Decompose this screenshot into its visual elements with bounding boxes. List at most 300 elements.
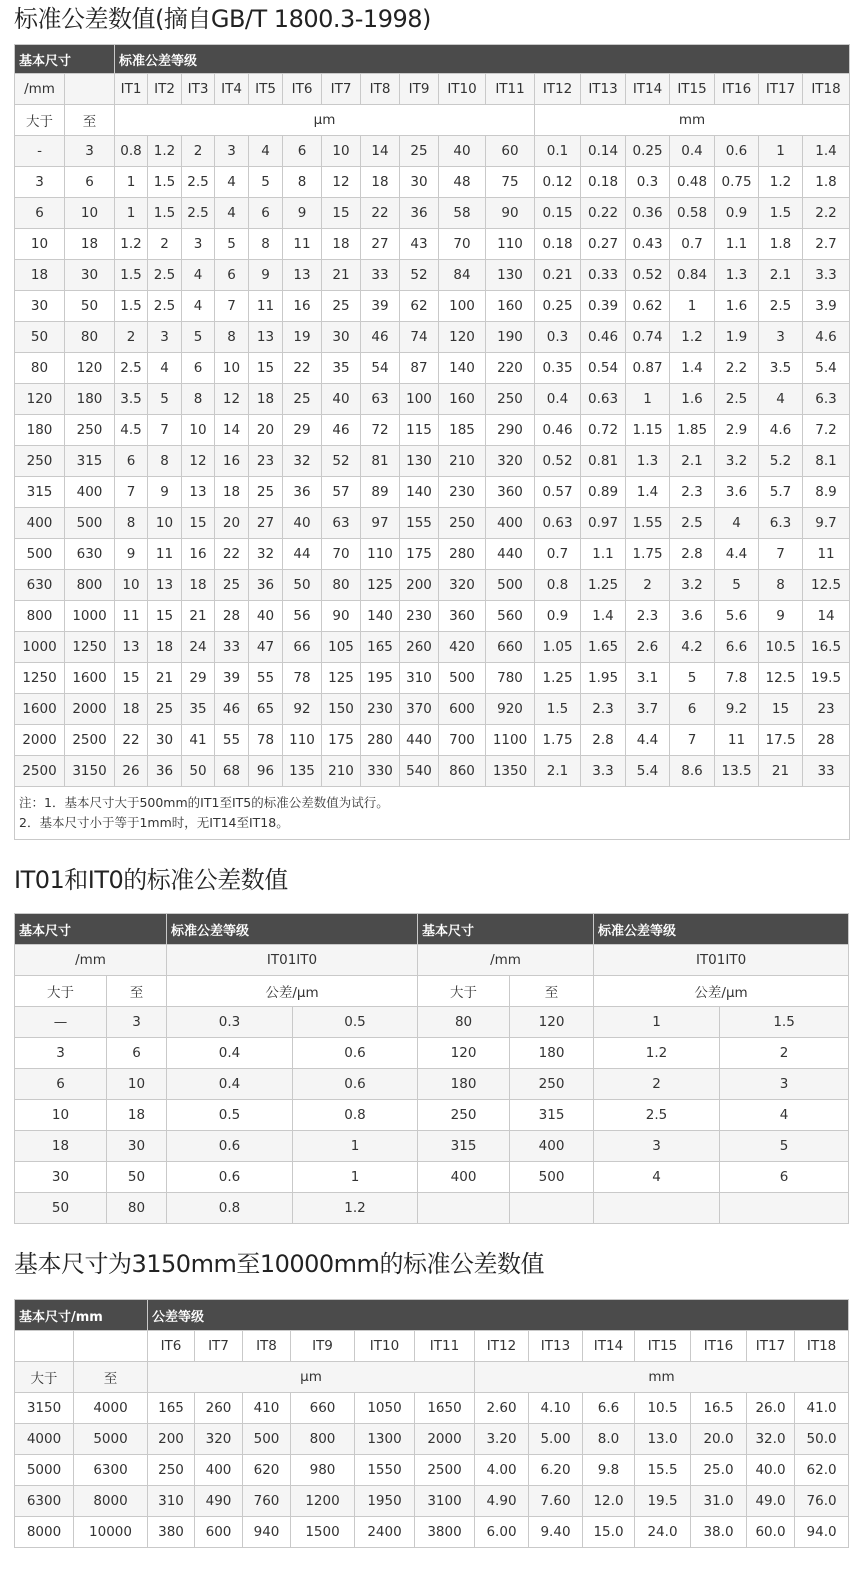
table-cell: 3.6 xyxy=(715,477,759,508)
table-cell: 2000 xyxy=(65,694,115,725)
table-cell: 10 xyxy=(322,136,361,167)
table-cell: 28 xyxy=(215,601,249,632)
unit-cell: μm xyxy=(148,1362,475,1393)
table-cell: 0.25 xyxy=(626,136,670,167)
unit-cell: 至 xyxy=(510,976,594,1007)
table-cell: 32.0 xyxy=(747,1424,795,1455)
grade-header-cell xyxy=(65,74,115,105)
table-cell: 0.4 xyxy=(167,1069,293,1100)
unit-cell: 公差/μm xyxy=(167,976,418,1007)
table-cell: 6 xyxy=(720,1162,849,1193)
table-cell: 18 xyxy=(65,229,115,260)
table-cell: 2.3 xyxy=(581,694,626,725)
grade-header-cell: IT3 xyxy=(182,74,215,105)
table-cell: 32 xyxy=(283,446,322,477)
table-cell: 9 xyxy=(249,260,283,291)
table-cell: 13 xyxy=(115,632,148,663)
table-cell: 0.36 xyxy=(626,198,670,229)
note-row xyxy=(15,787,850,840)
table-cell: 65 xyxy=(249,694,283,725)
table-cell: 1.8 xyxy=(803,167,850,198)
table-cell: 8.9 xyxy=(803,477,850,508)
table-cell: 1500 xyxy=(291,1517,355,1548)
table-cell: 13.0 xyxy=(635,1424,691,1455)
table-cell: 3150 xyxy=(15,1393,74,1424)
table-cell: 20 xyxy=(215,508,249,539)
table-cell: 320 xyxy=(439,570,486,601)
table-cell: 6300 xyxy=(15,1486,74,1517)
note-line: 2．基本尺寸小于等于1mm时，无IT14至IT18。 xyxy=(19,815,289,830)
unit-cell: 大于 xyxy=(15,1362,74,1393)
table-cell: 165 xyxy=(148,1393,195,1424)
table-cell: 630 xyxy=(65,539,115,570)
table-cell: 41 xyxy=(182,725,215,756)
table-cell: 10 xyxy=(115,570,148,601)
table-cell: 1100 xyxy=(486,725,535,756)
table-cell: 315 xyxy=(65,446,115,477)
table-row xyxy=(15,415,850,446)
table-cell: 0.54 xyxy=(581,353,626,384)
unit-cell: 大于 xyxy=(15,105,65,136)
table-cell: 5000 xyxy=(74,1424,148,1455)
table-cell: 8 xyxy=(115,508,148,539)
table-cell: 92 xyxy=(283,694,322,725)
table-cell: 120 xyxy=(65,353,115,384)
table-cell: 250 xyxy=(486,384,535,415)
table-cell: 7 xyxy=(148,415,182,446)
grade-header-cell: IT4 xyxy=(215,74,249,105)
table-cell: 15 xyxy=(148,601,182,632)
table-cell: 18 xyxy=(361,167,400,198)
table-cell: 90 xyxy=(486,198,535,229)
table-cell: 29 xyxy=(283,415,322,446)
table-cell: 41.0 xyxy=(795,1393,849,1424)
table-cell: 5.2 xyxy=(759,446,803,477)
table-cell: 13 xyxy=(249,322,283,353)
table-cell: 4.5 xyxy=(115,415,148,446)
table-cell: 0.4 xyxy=(670,136,715,167)
table-cell: 0.18 xyxy=(535,229,581,260)
table-cell: 1.6 xyxy=(715,291,759,322)
table-cell: 600 xyxy=(195,1517,243,1548)
table-cell: 5 xyxy=(715,570,759,601)
table-cell: 2.1 xyxy=(670,446,715,477)
table-cell: 500 xyxy=(65,508,115,539)
grade-header-cell: IT14 xyxy=(626,74,670,105)
table-cell: 12.5 xyxy=(759,663,803,694)
table-cell: 26 xyxy=(115,756,148,787)
table-cell: 0.15 xyxy=(535,198,581,229)
table-cell: 7 xyxy=(759,539,803,570)
table-cell: 21 xyxy=(322,260,361,291)
table-cell: 0.46 xyxy=(581,322,626,353)
table-cell: 3.20 xyxy=(475,1424,529,1455)
table-cell: 195 xyxy=(361,663,400,694)
table-cell: 1.5 xyxy=(148,198,182,229)
grade-header-cell: IT16 xyxy=(715,74,759,105)
table-cell: 1 xyxy=(759,136,803,167)
table-cell: 11 xyxy=(148,539,182,570)
table-cell: 4 xyxy=(182,260,215,291)
table-cell: 220 xyxy=(486,353,535,384)
grade-header-cell: IT7 xyxy=(322,74,361,105)
table-cell: 40 xyxy=(439,136,486,167)
table-cell: 0.35 xyxy=(535,353,581,384)
table-cell: 25 xyxy=(148,694,182,725)
table-cell: 2.3 xyxy=(670,477,715,508)
table-cell: 1 xyxy=(293,1131,418,1162)
grade-header-cell: IT6 xyxy=(148,1331,195,1362)
table-cell: 1.4 xyxy=(803,136,850,167)
table-cell: 30 xyxy=(322,322,361,353)
table-cell: 5.7 xyxy=(759,477,803,508)
unit-cell: 至 xyxy=(74,1362,148,1393)
header-row xyxy=(15,1300,849,1331)
table-cell: 0.9 xyxy=(535,601,581,632)
table-row xyxy=(15,508,850,539)
table-cell: 0.18 xyxy=(581,167,626,198)
table-cell: 15.0 xyxy=(583,1517,635,1548)
unit-cell: 大于 xyxy=(15,976,107,1007)
grade-header-cell: IT6 xyxy=(283,74,322,105)
title-standard-tolerance: 标准公差数值(摘自GB/T 1800.3-1998) xyxy=(14,5,431,33)
table-cell: 50.0 xyxy=(795,1424,849,1455)
table-cell: 100 xyxy=(400,384,439,415)
table-cell: 4 xyxy=(759,384,803,415)
grade-header-cell: /mm xyxy=(15,74,65,105)
table-cell: 1.15 xyxy=(626,415,670,446)
table-row xyxy=(15,322,850,353)
table-cell: 72 xyxy=(361,415,400,446)
table-cell: 3.1 xyxy=(626,663,670,694)
table-cell: 4 xyxy=(215,198,249,229)
grade-header-cell: IT11 xyxy=(486,74,535,105)
table-cell: 25 xyxy=(400,136,439,167)
table-cell: 3100 xyxy=(415,1486,475,1517)
table-row xyxy=(15,1455,849,1486)
table-cell: 48 xyxy=(439,167,486,198)
table-cell: 8 xyxy=(215,322,249,353)
table-cell: 29 xyxy=(182,663,215,694)
unit-row xyxy=(15,1362,849,1393)
table-cell: 40.0 xyxy=(747,1455,795,1486)
table-cell: 160 xyxy=(486,291,535,322)
table-cell: 1.5 xyxy=(535,694,581,725)
table-cell: 1.2 xyxy=(670,322,715,353)
table-cell: 8000 xyxy=(15,1517,74,1548)
table-cell: 0.58 xyxy=(670,198,715,229)
table-cell: 860 xyxy=(439,756,486,787)
table-cell: 0.9 xyxy=(715,198,759,229)
table-cell: 0.3 xyxy=(535,322,581,353)
table-row xyxy=(15,663,850,694)
table-cell: 18 xyxy=(148,632,182,663)
table-cell: 3 xyxy=(215,136,249,167)
table-cell: 250 xyxy=(148,1455,195,1486)
table-row xyxy=(15,1193,849,1224)
table-cell: 50 xyxy=(182,756,215,787)
table-row xyxy=(15,384,850,415)
grade-header-cell: IT11 xyxy=(415,1331,475,1362)
table-cell: 4 xyxy=(215,167,249,198)
table-cell: 140 xyxy=(439,353,486,384)
header-cell: 基本尺寸 xyxy=(15,914,167,945)
table-cell: 2.8 xyxy=(581,725,626,756)
table-cell: 46 xyxy=(361,322,400,353)
table-cell: - xyxy=(15,136,65,167)
table-cell: 10.5 xyxy=(759,632,803,663)
table-cell: 94.0 xyxy=(795,1517,849,1548)
table-cell: 210 xyxy=(439,446,486,477)
table-cell: 9.40 xyxy=(529,1517,583,1548)
table-cell: 4.6 xyxy=(759,415,803,446)
table-cell: 87 xyxy=(400,353,439,384)
table-cell: 7 xyxy=(215,291,249,322)
table-cell: 30 xyxy=(15,1162,107,1193)
table-cell: 1.25 xyxy=(581,570,626,601)
table-cell: 2.2 xyxy=(803,198,850,229)
table-cell: 700 xyxy=(439,725,486,756)
table-cell: 21 xyxy=(759,756,803,787)
table-cell: 80 xyxy=(322,570,361,601)
table-cell: 0.4 xyxy=(167,1038,293,1069)
table-cell xyxy=(418,1193,510,1224)
table-row xyxy=(15,1100,849,1131)
table-cell: 4 xyxy=(249,136,283,167)
table-cell: 25 xyxy=(283,384,322,415)
table-cell: 57 xyxy=(322,477,361,508)
table-cell: 8.1 xyxy=(803,446,850,477)
table-cell: 5000 xyxy=(15,1455,74,1486)
table-cell: 2 xyxy=(626,570,670,601)
table-cell: 4 xyxy=(148,353,182,384)
table-cell: 0.22 xyxy=(581,198,626,229)
table-cell: 125 xyxy=(322,663,361,694)
table-cell: 4.10 xyxy=(529,1393,583,1424)
table-row xyxy=(15,570,850,601)
table-cell: 4 xyxy=(720,1100,849,1131)
table-cell: 6 xyxy=(65,167,115,198)
unit-cell: 至 xyxy=(65,105,115,136)
table-cell: 0.21 xyxy=(535,260,581,291)
table-cell: 16.5 xyxy=(803,632,850,663)
table-cell: 33 xyxy=(215,632,249,663)
table-cell: 4.4 xyxy=(626,725,670,756)
table-cell: 1.65 xyxy=(581,632,626,663)
grade-header-cell: IT17 xyxy=(759,74,803,105)
table-cell: 15 xyxy=(759,694,803,725)
table-cell: 1.5 xyxy=(115,260,148,291)
table-cell: 2400 xyxy=(355,1517,415,1548)
grade-header-cell: IT15 xyxy=(635,1331,691,1362)
table-cell: 2.5 xyxy=(670,508,715,539)
table-cell: 44 xyxy=(283,539,322,570)
unit-cell: /mm xyxy=(418,945,594,976)
table-cell: 0.63 xyxy=(581,384,626,415)
table-cell: 200 xyxy=(400,570,439,601)
table-cell: 31.0 xyxy=(691,1486,747,1517)
table-cell: 4.2 xyxy=(670,632,715,663)
table-cell: 1000 xyxy=(65,601,115,632)
table-cell: 13 xyxy=(148,570,182,601)
grade-header-cell: IT16 xyxy=(691,1331,747,1362)
table-cell: 21 xyxy=(182,601,215,632)
table-row xyxy=(15,756,850,787)
table-cell: 1550 xyxy=(355,1455,415,1486)
table-cell: 2 xyxy=(594,1069,720,1100)
grade-header-cell: IT10 xyxy=(439,74,486,105)
table-cell: 8 xyxy=(148,446,182,477)
table-cell: 310 xyxy=(148,1486,195,1517)
table-cell: 10 xyxy=(65,198,115,229)
table-cell: 50 xyxy=(107,1162,167,1193)
table-cell: 440 xyxy=(400,725,439,756)
table-cell: 2000 xyxy=(15,725,65,756)
table-cell: 0.62 xyxy=(626,291,670,322)
table-cell: 7 xyxy=(115,477,148,508)
table-cell: 1.2 xyxy=(759,167,803,198)
table-row xyxy=(15,1517,849,1548)
table-cell: 2500 xyxy=(65,725,115,756)
header-cell: 基本尺寸 xyxy=(15,45,115,74)
grade-header-cell xyxy=(74,1331,148,1362)
table-cell: 6.3 xyxy=(759,508,803,539)
table-cell: 1300 xyxy=(355,1424,415,1455)
table-cell: 800 xyxy=(65,570,115,601)
table-cell: 21 xyxy=(148,663,182,694)
table-cell: 19.5 xyxy=(635,1486,691,1517)
table-cell: — xyxy=(15,1007,107,1038)
table-cell: 330 xyxy=(361,756,400,787)
table-cell: 2 xyxy=(182,136,215,167)
table-cell: 55 xyxy=(215,725,249,756)
table-cell: 16 xyxy=(182,539,215,570)
table-cell: 26.0 xyxy=(747,1393,795,1424)
table-cell: 6.6 xyxy=(715,632,759,663)
table-cell: 8.6 xyxy=(670,756,715,787)
table-cell: 68 xyxy=(215,756,249,787)
table-cell: 1.2 xyxy=(594,1038,720,1069)
table-cell: 50 xyxy=(15,322,65,353)
grade-header-cell: IT13 xyxy=(529,1331,583,1362)
grade-header-cell: IT7 xyxy=(195,1331,243,1362)
table-row xyxy=(15,260,850,291)
table-cell: 2.1 xyxy=(759,260,803,291)
table-cell: 500 xyxy=(510,1162,594,1193)
table-cell: 3.9 xyxy=(803,291,850,322)
table-cell: 2.5 xyxy=(759,291,803,322)
table-row xyxy=(15,1069,849,1100)
table-cell: 4.90 xyxy=(475,1486,529,1517)
table-row xyxy=(15,477,850,508)
table-cell: 15.5 xyxy=(635,1455,691,1486)
table-cell: 1350 xyxy=(486,756,535,787)
table-cell: 6 xyxy=(670,694,715,725)
unit-cell: 至 xyxy=(107,976,167,1007)
table-cell: 18 xyxy=(215,477,249,508)
table-cell: 280 xyxy=(439,539,486,570)
table-cell: 660 xyxy=(486,632,535,663)
table-cell: 8 xyxy=(283,167,322,198)
table-cell: 35 xyxy=(182,694,215,725)
table-cell: 280 xyxy=(361,725,400,756)
table-row xyxy=(15,1007,849,1038)
grade-header-cell: IT15 xyxy=(670,74,715,105)
table-cell: 18 xyxy=(15,260,65,291)
table-cell: 1.05 xyxy=(535,632,581,663)
table-cell: 260 xyxy=(195,1393,243,1424)
table-cell: 0.6 xyxy=(167,1131,293,1162)
table-cell: 1.3 xyxy=(626,446,670,477)
standard-tolerance-table xyxy=(14,44,850,840)
table-cell: 35 xyxy=(322,353,361,384)
table-cell: 10 xyxy=(148,508,182,539)
table-cell: 0.8 xyxy=(293,1100,418,1131)
table-cell: 115 xyxy=(400,415,439,446)
table-cell: 5.4 xyxy=(626,756,670,787)
table-cell: 800 xyxy=(291,1424,355,1455)
table-cell: 0.48 xyxy=(670,167,715,198)
table-cell: 0.89 xyxy=(581,477,626,508)
table-cell: 9.8 xyxy=(583,1455,635,1486)
table-cell: 980 xyxy=(291,1455,355,1486)
table-cell: 0.6 xyxy=(293,1069,418,1100)
table-row xyxy=(15,1131,849,1162)
table-cell: 7.2 xyxy=(803,415,850,446)
table-cell: 0.1 xyxy=(535,136,581,167)
grade-header-cell: IT12 xyxy=(475,1331,529,1362)
table-cell: 33 xyxy=(361,260,400,291)
table-cell: 46 xyxy=(322,415,361,446)
table-cell: 11 xyxy=(283,229,322,260)
table-cell: 80 xyxy=(65,322,115,353)
table-cell: 400 xyxy=(195,1455,243,1486)
table-cell: 10 xyxy=(107,1069,167,1100)
table-cell: 0.52 xyxy=(626,260,670,291)
table-cell: 3.5 xyxy=(759,353,803,384)
table-cell: 4000 xyxy=(15,1424,74,1455)
table-cell: 10 xyxy=(215,353,249,384)
table-cell: 40 xyxy=(322,384,361,415)
table-cell: 1.55 xyxy=(626,508,670,539)
table-cell: 1.5 xyxy=(148,167,182,198)
table-cell: 13.5 xyxy=(715,756,759,787)
table-cell: 52 xyxy=(400,260,439,291)
table-cell: 23 xyxy=(249,446,283,477)
table-cell: 3 xyxy=(594,1131,720,1162)
table-cell: 2.2 xyxy=(715,353,759,384)
table-cell: 80 xyxy=(107,1193,167,1224)
table-cell: 1600 xyxy=(15,694,65,725)
table-cell: 250 xyxy=(65,415,115,446)
table-cell: 81 xyxy=(361,446,400,477)
table-cell: 3800 xyxy=(415,1517,475,1548)
large-size-tolerance-table xyxy=(14,1299,849,1548)
table-cell: 0.25 xyxy=(535,291,581,322)
table-cell: 1.75 xyxy=(626,539,670,570)
table-cell: 1250 xyxy=(65,632,115,663)
table-cell: 0.74 xyxy=(626,322,670,353)
table-cell: 15 xyxy=(115,663,148,694)
table-cell: 22 xyxy=(283,353,322,384)
table-cell: 250 xyxy=(439,508,486,539)
table-cell: 1600 xyxy=(65,663,115,694)
table-cell: 0.8 xyxy=(167,1193,293,1224)
grade-header-cell: IT01IT0 xyxy=(167,945,418,976)
table-cell: 175 xyxy=(322,725,361,756)
table-cell: 155 xyxy=(400,508,439,539)
table-cell: 3.6 xyxy=(670,601,715,632)
